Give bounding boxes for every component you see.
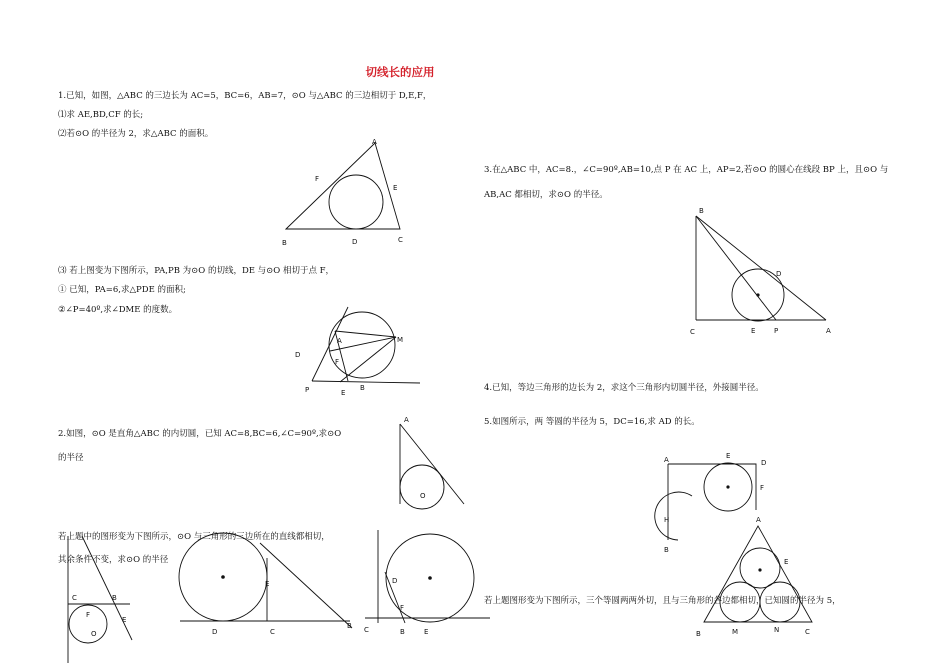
label-C: C xyxy=(364,626,369,634)
label-M: M xyxy=(397,336,404,344)
label-A: A xyxy=(664,456,669,464)
label-B: B xyxy=(664,546,669,554)
label-A: A xyxy=(404,416,409,424)
q5-line1: 5.如图所示，两 等圆的半径为 5，DC=16,求 AD 的长。 xyxy=(484,417,700,427)
label-D: D xyxy=(295,351,301,359)
q5-figure-triangle xyxy=(692,512,822,640)
label-F: F xyxy=(335,358,340,366)
q5-line2: 若上题图形变为下图所示，三个等圆两两外切，且与三角形的各边都相切，已知圆的半径为 5， xyxy=(484,596,841,606)
label-O: O xyxy=(91,630,97,638)
label-A: A xyxy=(337,337,342,345)
q4-line1: 4.已知，等边三角形的边长为 2，求这个三角形内切圆半径，外接圆半径。 xyxy=(484,383,764,393)
label-B: B xyxy=(347,622,352,630)
q2-line4: 其余条件不变，求⊙O 的半径 xyxy=(58,555,169,565)
label-E: E xyxy=(751,327,756,335)
label-D: D xyxy=(392,577,398,585)
label-A: A xyxy=(372,138,377,146)
q2-line1: 2.如图，⊙O 是直角△ABC 的内切圆，已知 AC=8,BC=6,∠C=90º,求⊙O xyxy=(58,429,342,439)
q1-line6: ②∠P=40º,求∠DME 的度数。 xyxy=(58,305,178,315)
label-F: F xyxy=(400,604,405,612)
label-B: B xyxy=(699,207,704,215)
label-P: P xyxy=(774,327,779,335)
label-D: D xyxy=(761,459,767,467)
label-D: D xyxy=(776,270,782,278)
page-title: 切线长的应用 xyxy=(365,65,435,79)
label-A: A xyxy=(826,327,831,335)
q2-line3: 若上题中的图形变为下图所示，⊙O 与三角形的三边所在的直线都相切， xyxy=(58,532,330,542)
label-E: E xyxy=(341,389,346,397)
label-A: A xyxy=(756,516,761,524)
q3-line1: 3.在△ABC 中，AC=8.，∠C=90º,AB=10,点 P 在 AC 上，AP=2,若⊙O 的圆心在线段 BP 上，且⊙O 与 xyxy=(484,165,889,175)
label-B: B xyxy=(112,594,117,602)
label-E: E xyxy=(393,184,398,192)
q1-figure-tangents xyxy=(290,305,430,400)
label-C: C xyxy=(270,628,275,636)
q3-figure xyxy=(688,204,838,339)
label-C: C xyxy=(72,594,77,602)
label-C: C xyxy=(690,328,695,336)
label-E: E xyxy=(784,558,789,566)
q3-line2: AB,AC 都相切，求⊙O 的半径。 xyxy=(484,190,608,200)
q1-line4: ⑶ 若上图变为下图所示，PA,PB 为⊙O 的切线，DE 与⊙O 相切于点 F， xyxy=(58,266,335,276)
label-P: P xyxy=(305,386,310,394)
q1-figure-triangle xyxy=(280,135,420,250)
label-N: N xyxy=(774,626,780,634)
q2-figure-variants xyxy=(60,528,500,668)
label-M: M xyxy=(732,628,739,636)
label-H: H xyxy=(664,516,670,524)
q1-line2: ⑴求 AE,BD,CF 的长; xyxy=(58,110,144,120)
label-B: B xyxy=(360,384,365,392)
q1-line5: ① 已知，PA=6,求△PDE 的面积; xyxy=(58,285,186,295)
label-D: D xyxy=(212,628,218,636)
q2-line2: 的半径 xyxy=(58,453,84,463)
q1-line1: 1.已知，如图，△ABC 的三边长为 AC=5，BC=6，AB=7，⊙O 与△ABC 的三边相切于 D,E,F， xyxy=(58,91,432,101)
label-E: E xyxy=(424,628,429,636)
label-F: F xyxy=(86,611,91,619)
label-B: B xyxy=(282,239,287,247)
q1-line3: ⑵若⊙O 的半径为 2，求△ABC 的面积。 xyxy=(58,129,214,139)
label-B: B xyxy=(400,628,405,636)
q2-figure-incircle xyxy=(392,412,482,507)
label-E: E xyxy=(122,616,127,624)
label-O: O xyxy=(420,492,426,500)
label-C: C xyxy=(398,236,403,244)
label-E: E xyxy=(265,580,270,588)
label-B: B xyxy=(696,630,701,638)
label-F: F xyxy=(315,175,320,183)
label-E: E xyxy=(726,452,731,460)
label-C: C xyxy=(805,628,810,636)
label-D: D xyxy=(352,238,358,246)
label-F: F xyxy=(760,484,765,492)
